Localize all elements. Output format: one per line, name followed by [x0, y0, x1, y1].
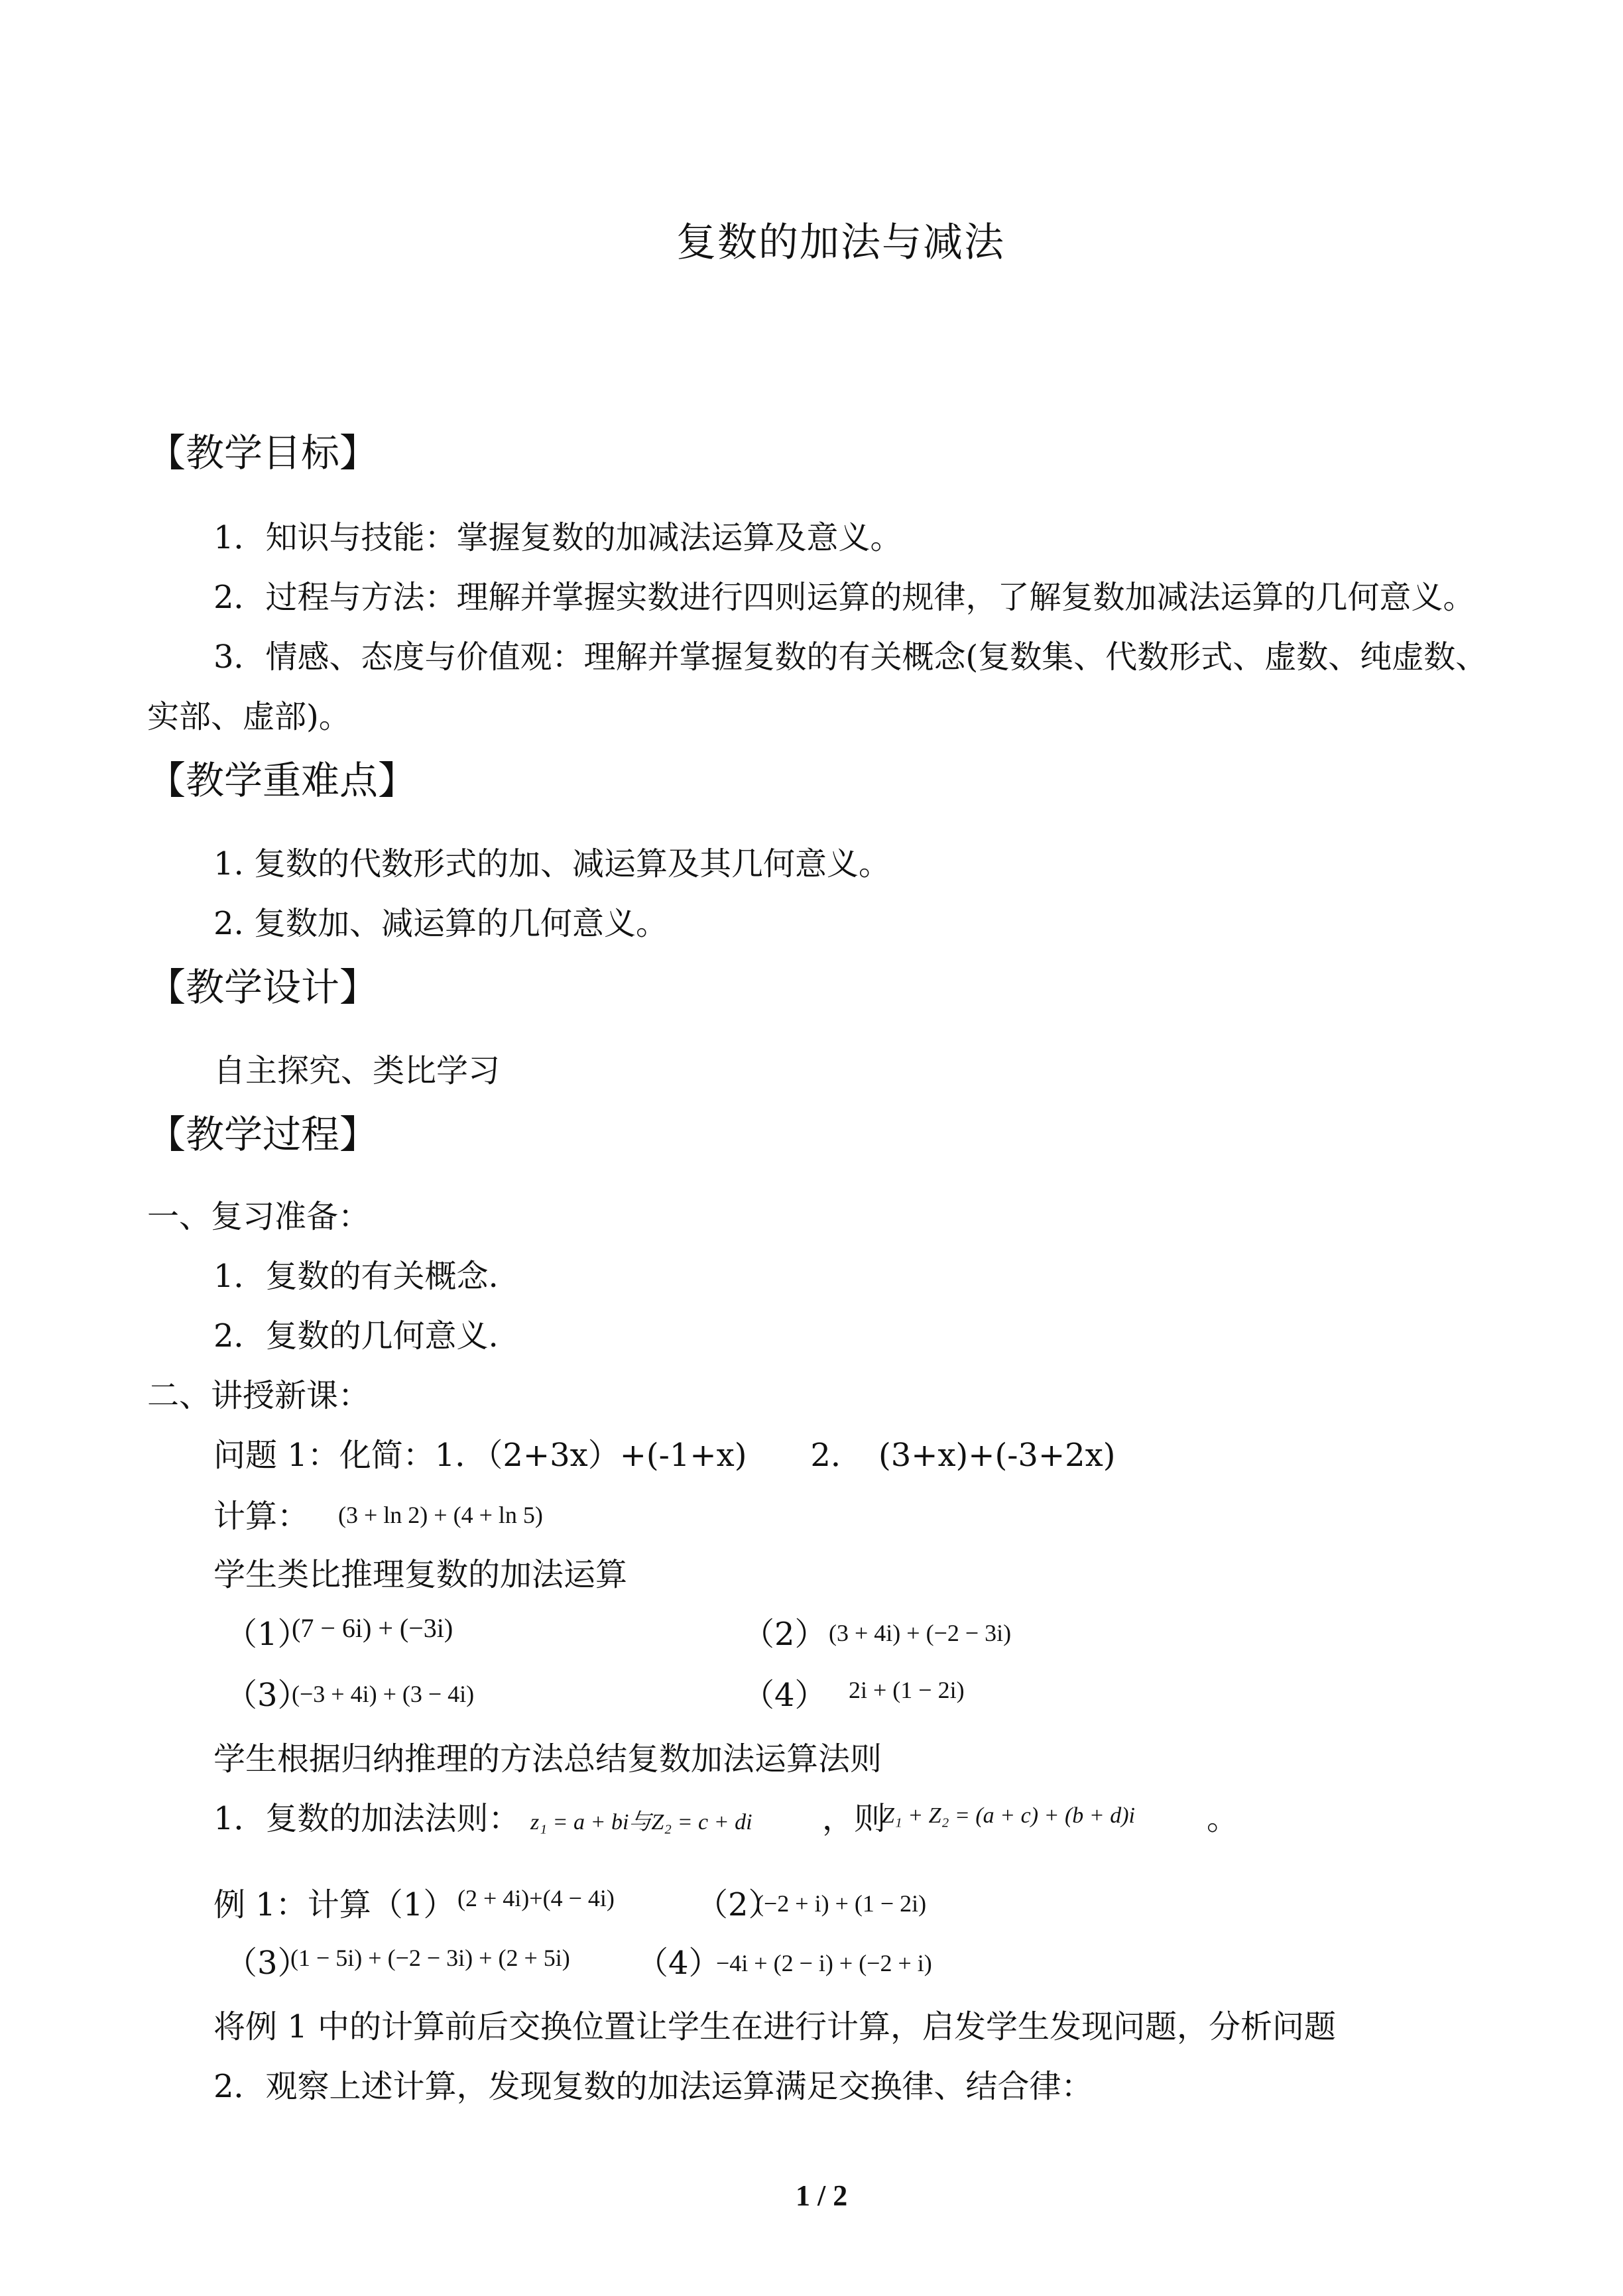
induction-text: 学生根据归纳推理的方法总结复数加法运算法则	[213, 1740, 882, 1778]
page-number: 1 / 2	[796, 2179, 848, 2212]
part2-label: 二、讲授新课：	[147, 1377, 371, 1414]
ex-label: （3）	[225, 1677, 310, 1714]
part1-item: 1．复数的有关概念.	[213, 1258, 499, 1295]
keypoint-item: 2. 复数加、减运算的几何意义。	[213, 905, 668, 942]
rule-z1: z₁ = a + bi与Z₂ = c + di	[530, 1810, 752, 1835]
example-expression: (1 − 5i) + (−2 − 3i) + (2 + 5i)	[290, 1945, 570, 1971]
example-expression: (−2 + i) + (1 − 2i)	[756, 1890, 927, 1917]
analogy-text: 学生类比推理复数的加法运算	[213, 1556, 628, 1593]
example-label: （2）	[696, 1886, 780, 1923]
example-label: （3）	[225, 1945, 310, 1982]
ex-label: （2）	[743, 1616, 827, 1653]
design-text: 自主探究、类比学习	[213, 1052, 501, 1089]
goal-item: 3．情感、态度与价值观：理解并掌握复数的有关概念(复数集、代数形式、虚数、纯虚数、	[213, 638, 1488, 676]
ex-expression: (−3 + 4i) + (3 − 4i)	[292, 1681, 475, 1707]
part1-label: 一、复习准备：	[147, 1198, 371, 1235]
process-heading: 【教学过程】	[147, 1112, 379, 1157]
part1-item: 2．复数的几何意义.	[213, 1317, 499, 1355]
goal-item-continued: 实部、虚部)。	[147, 698, 351, 735]
rule-then: ，则	[822, 1800, 886, 1837]
swap-text: 将例 1 中的计算前后交换位置让学生在进行计算，启发学生发现问题，分析问题	[213, 2008, 1337, 2045]
rule-label: 1．复数的加法法则：	[213, 1800, 520, 1837]
page-title: 复数的加法与减法	[676, 219, 1005, 266]
ex-expression: 2i + (1 − 2i)	[849, 1677, 965, 1703]
calc-expression: (3 + ln 2) + (4 + ln 5)	[338, 1502, 543, 1528]
ex-expression: (3 + 4i) + (−2 − 3i)	[829, 1620, 1012, 1646]
example-label: 例 1：计算（1）	[213, 1886, 455, 1923]
goal-item: 1．知识与技能：掌握复数的加减法运算及意义。	[213, 519, 902, 556]
keypoint-item: 1. 复数的代数形式的加、减运算及其几何意义。	[213, 845, 891, 882]
ex-label: （4）	[743, 1677, 827, 1714]
rule-sum: Z₁ + Z₂ = (a + c) + (b + d)i	[882, 1803, 1136, 1828]
rule-end: 。	[1207, 1800, 1239, 1837]
observe-text: 2．观察上述计算，发现复数的加法运算满足交换律、结合律：	[213, 2068, 1093, 2105]
calc-label: 计算：	[213, 1498, 310, 1535]
example-expression: −4i + (2 − i) + (−2 + i)	[716, 1950, 932, 1976]
ex-expression: (7 − 6i) + (−3i)	[292, 1613, 453, 1643]
example-label: （4）	[636, 1945, 721, 1982]
example-expression: (2 + 4i)+(4 − 4i)	[457, 1885, 615, 1911]
keypoints-heading: 【教学重难点】	[147, 758, 417, 803]
ex-label: （1）	[225, 1616, 310, 1653]
question-1: 问题 1：化简：1．（2+3x）+(-1+x) 2． (3+x)+(-3+2x)	[213, 1437, 1116, 1474]
goal-item: 2．过程与方法：理解并掌握实数进行四则运算的规律，了解复数加减法运算的几何意义。	[213, 579, 1475, 616]
goals-heading: 【教学目标】	[147, 430, 379, 475]
design-heading: 【教学设计】	[147, 965, 379, 1010]
